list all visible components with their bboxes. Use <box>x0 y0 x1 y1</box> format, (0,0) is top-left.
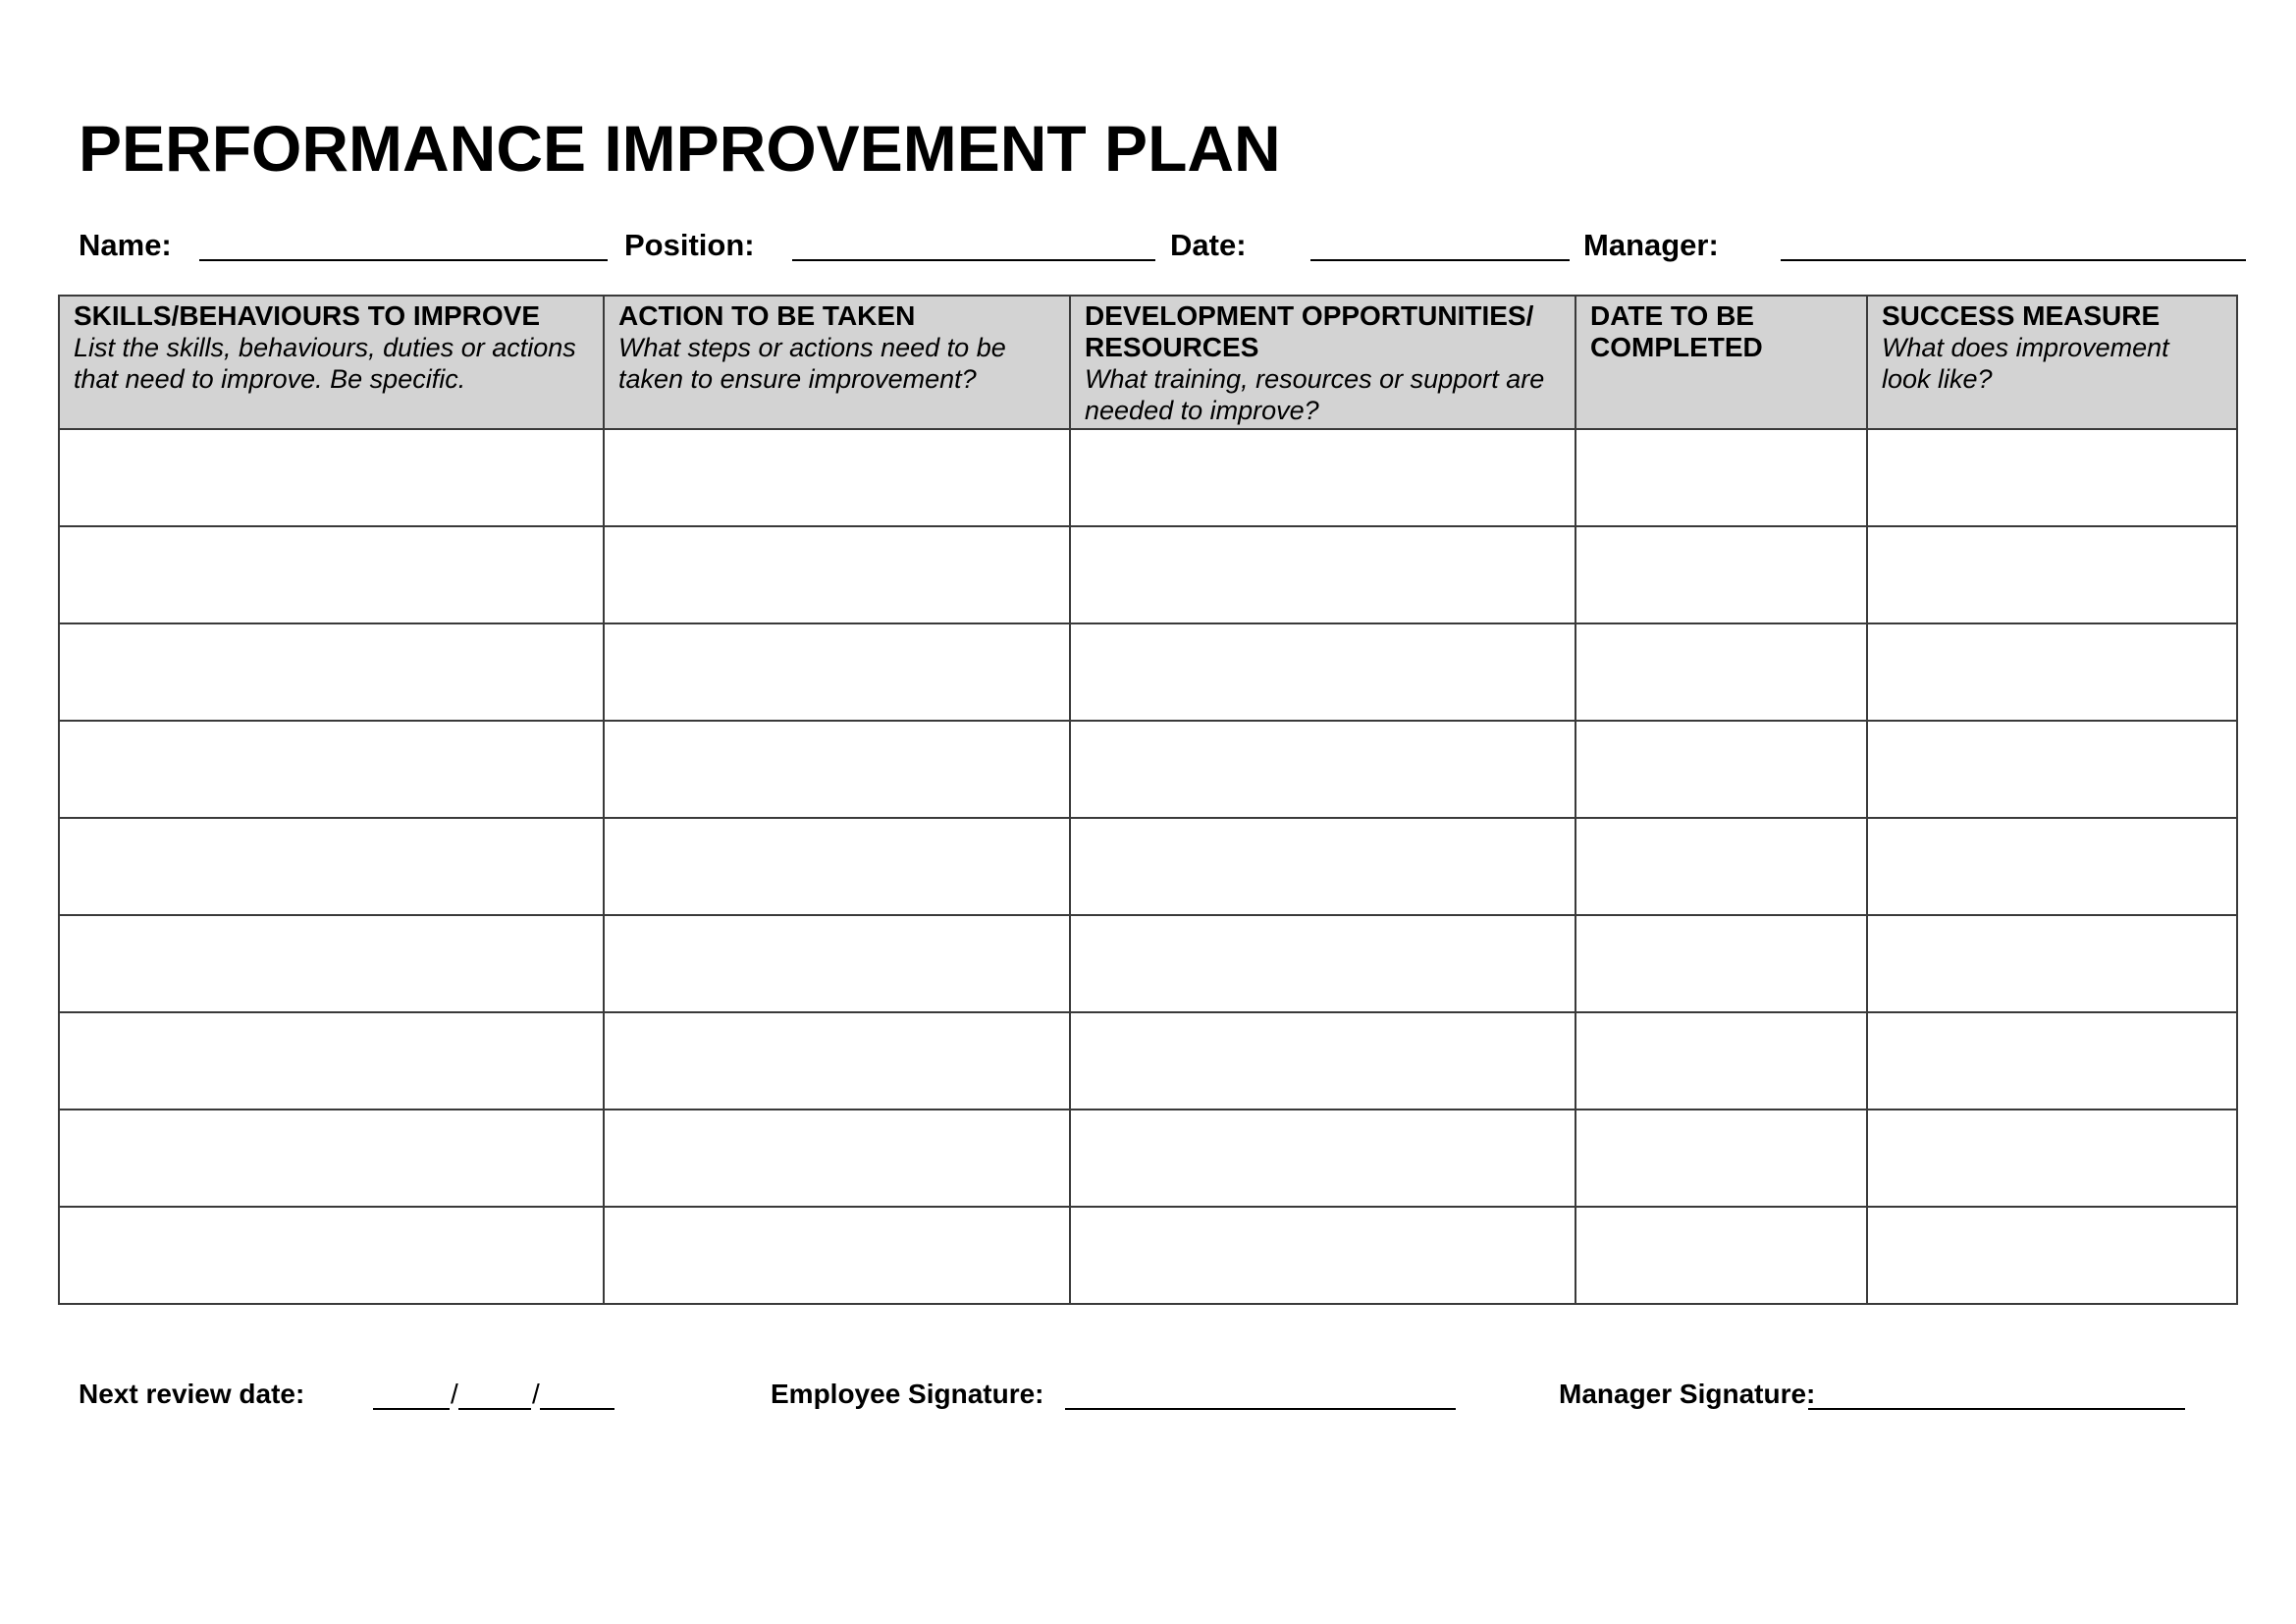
table-row <box>59 1207 2237 1304</box>
table-cell[interactable] <box>1575 429 1867 526</box>
table-cell[interactable] <box>59 721 604 818</box>
column-title: DATE TO BE COMPLETED <box>1590 300 1763 362</box>
table-cell[interactable] <box>1575 623 1867 721</box>
table-header-row <box>59 296 2237 429</box>
column-subtitle: What does improvement look like? <box>1882 333 2169 394</box>
column-header-action <box>604 296 1070 429</box>
table-cell[interactable] <box>604 818 1070 915</box>
review-month-field[interactable] <box>458 1408 531 1410</box>
table-cell[interactable] <box>1867 526 2237 623</box>
table-cell[interactable] <box>1575 1012 1867 1110</box>
table-cell[interactable] <box>59 623 604 721</box>
table-row <box>59 721 2237 818</box>
table-cell[interactable] <box>1070 818 1575 915</box>
table-cell[interactable] <box>59 429 604 526</box>
name-label: Name: <box>79 228 172 262</box>
table-cell[interactable] <box>1070 915 1575 1012</box>
table-cell[interactable] <box>1575 1110 1867 1207</box>
table-cell[interactable] <box>1070 429 1575 526</box>
column-header-date <box>1575 296 1867 429</box>
table-cell[interactable] <box>1070 721 1575 818</box>
review-day-field[interactable] <box>373 1408 450 1410</box>
table-cell[interactable] <box>59 526 604 623</box>
table-cell[interactable] <box>59 1012 604 1110</box>
review-year-field[interactable] <box>540 1408 614 1410</box>
date-separator: / <box>532 1379 540 1409</box>
table-cell[interactable] <box>1575 721 1867 818</box>
date-field[interactable] <box>1310 259 1570 261</box>
table-cell[interactable] <box>1867 1012 2237 1110</box>
employee-signature-label: Employee Signature: <box>771 1379 1044 1409</box>
column-subtitle: What training, resources or support are needed to improve? <box>1085 364 1545 425</box>
table-cell[interactable] <box>1070 526 1575 623</box>
footer-row <box>0 1375 2296 1414</box>
column-title: ACTION TO BE TAKEN <box>618 300 916 331</box>
table-cell[interactable] <box>59 1207 604 1304</box>
table-cell[interactable] <box>1070 1110 1575 1207</box>
table-cell[interactable] <box>604 721 1070 818</box>
table-cell[interactable] <box>59 818 604 915</box>
table-cell[interactable] <box>604 526 1070 623</box>
table-row <box>59 526 2237 623</box>
table-cell[interactable] <box>604 1110 1070 1207</box>
table-cell[interactable] <box>1575 915 1867 1012</box>
table-cell[interactable] <box>1867 1207 2237 1304</box>
column-header-skills <box>59 296 604 429</box>
table-cell[interactable] <box>604 1012 1070 1110</box>
page-title: PERFORMANCE IMPROVEMENT PLAN <box>79 112 1281 185</box>
date-label: Date: <box>1170 228 1247 262</box>
table-cell[interactable] <box>1070 1012 1575 1110</box>
table-cell[interactable] <box>1070 623 1575 721</box>
table-cell[interactable] <box>1867 623 2237 721</box>
table-cell[interactable] <box>1575 1207 1867 1304</box>
position-label: Position: <box>624 228 755 262</box>
table-row <box>59 1012 2237 1110</box>
table-row <box>59 429 2237 526</box>
table-cell[interactable] <box>604 915 1070 1012</box>
column-title: DEVELOPMENT OPPORTUNITIES/ RESOURCES <box>1085 300 1534 362</box>
table-cell[interactable] <box>59 915 604 1012</box>
column-title: SKILLS/BEHAVIOURS TO IMPROVE <box>74 300 541 331</box>
table-cell[interactable] <box>1575 526 1867 623</box>
table-row <box>59 623 2237 721</box>
manager-signature-field[interactable] <box>1808 1408 2185 1410</box>
column-header-development <box>1070 296 1575 429</box>
improvement-plan-table <box>58 295 2238 1305</box>
table-cell[interactable] <box>1867 721 2237 818</box>
table-cell[interactable] <box>1867 818 2237 915</box>
manager-label: Manager: <box>1583 228 1719 262</box>
table-cell[interactable] <box>1867 1110 2237 1207</box>
date-separator: / <box>451 1379 458 1409</box>
table-row <box>59 915 2237 1012</box>
table-cell[interactable] <box>1867 429 2237 526</box>
table-cell[interactable] <box>1867 915 2237 1012</box>
table-cell[interactable] <box>604 1207 1070 1304</box>
table-cell[interactable] <box>1575 818 1867 915</box>
position-field[interactable] <box>792 259 1155 261</box>
manager-field[interactable] <box>1781 259 2246 261</box>
table-cell[interactable] <box>59 1110 604 1207</box>
column-subtitle: What steps or actions need to be taken to ensure improvement? <box>618 333 1006 394</box>
manager-signature-label: Manager Signature: <box>1559 1379 1816 1409</box>
table-row <box>59 1110 2237 1207</box>
employee-signature-field[interactable] <box>1065 1408 1456 1410</box>
table-row <box>59 818 2237 915</box>
info-row <box>0 226 2296 265</box>
column-title: SUCCESS MEASURE <box>1882 300 2161 331</box>
name-field[interactable] <box>199 259 608 261</box>
column-subtitle: List the skills, behaviours, duties or actions that need to improve. Be specific. <box>74 333 576 394</box>
table-cell[interactable] <box>604 429 1070 526</box>
next-review-label: Next review date: <box>79 1379 305 1409</box>
table-cell[interactable] <box>1070 1207 1575 1304</box>
table-cell[interactable] <box>604 623 1070 721</box>
column-header-success <box>1867 296 2237 429</box>
